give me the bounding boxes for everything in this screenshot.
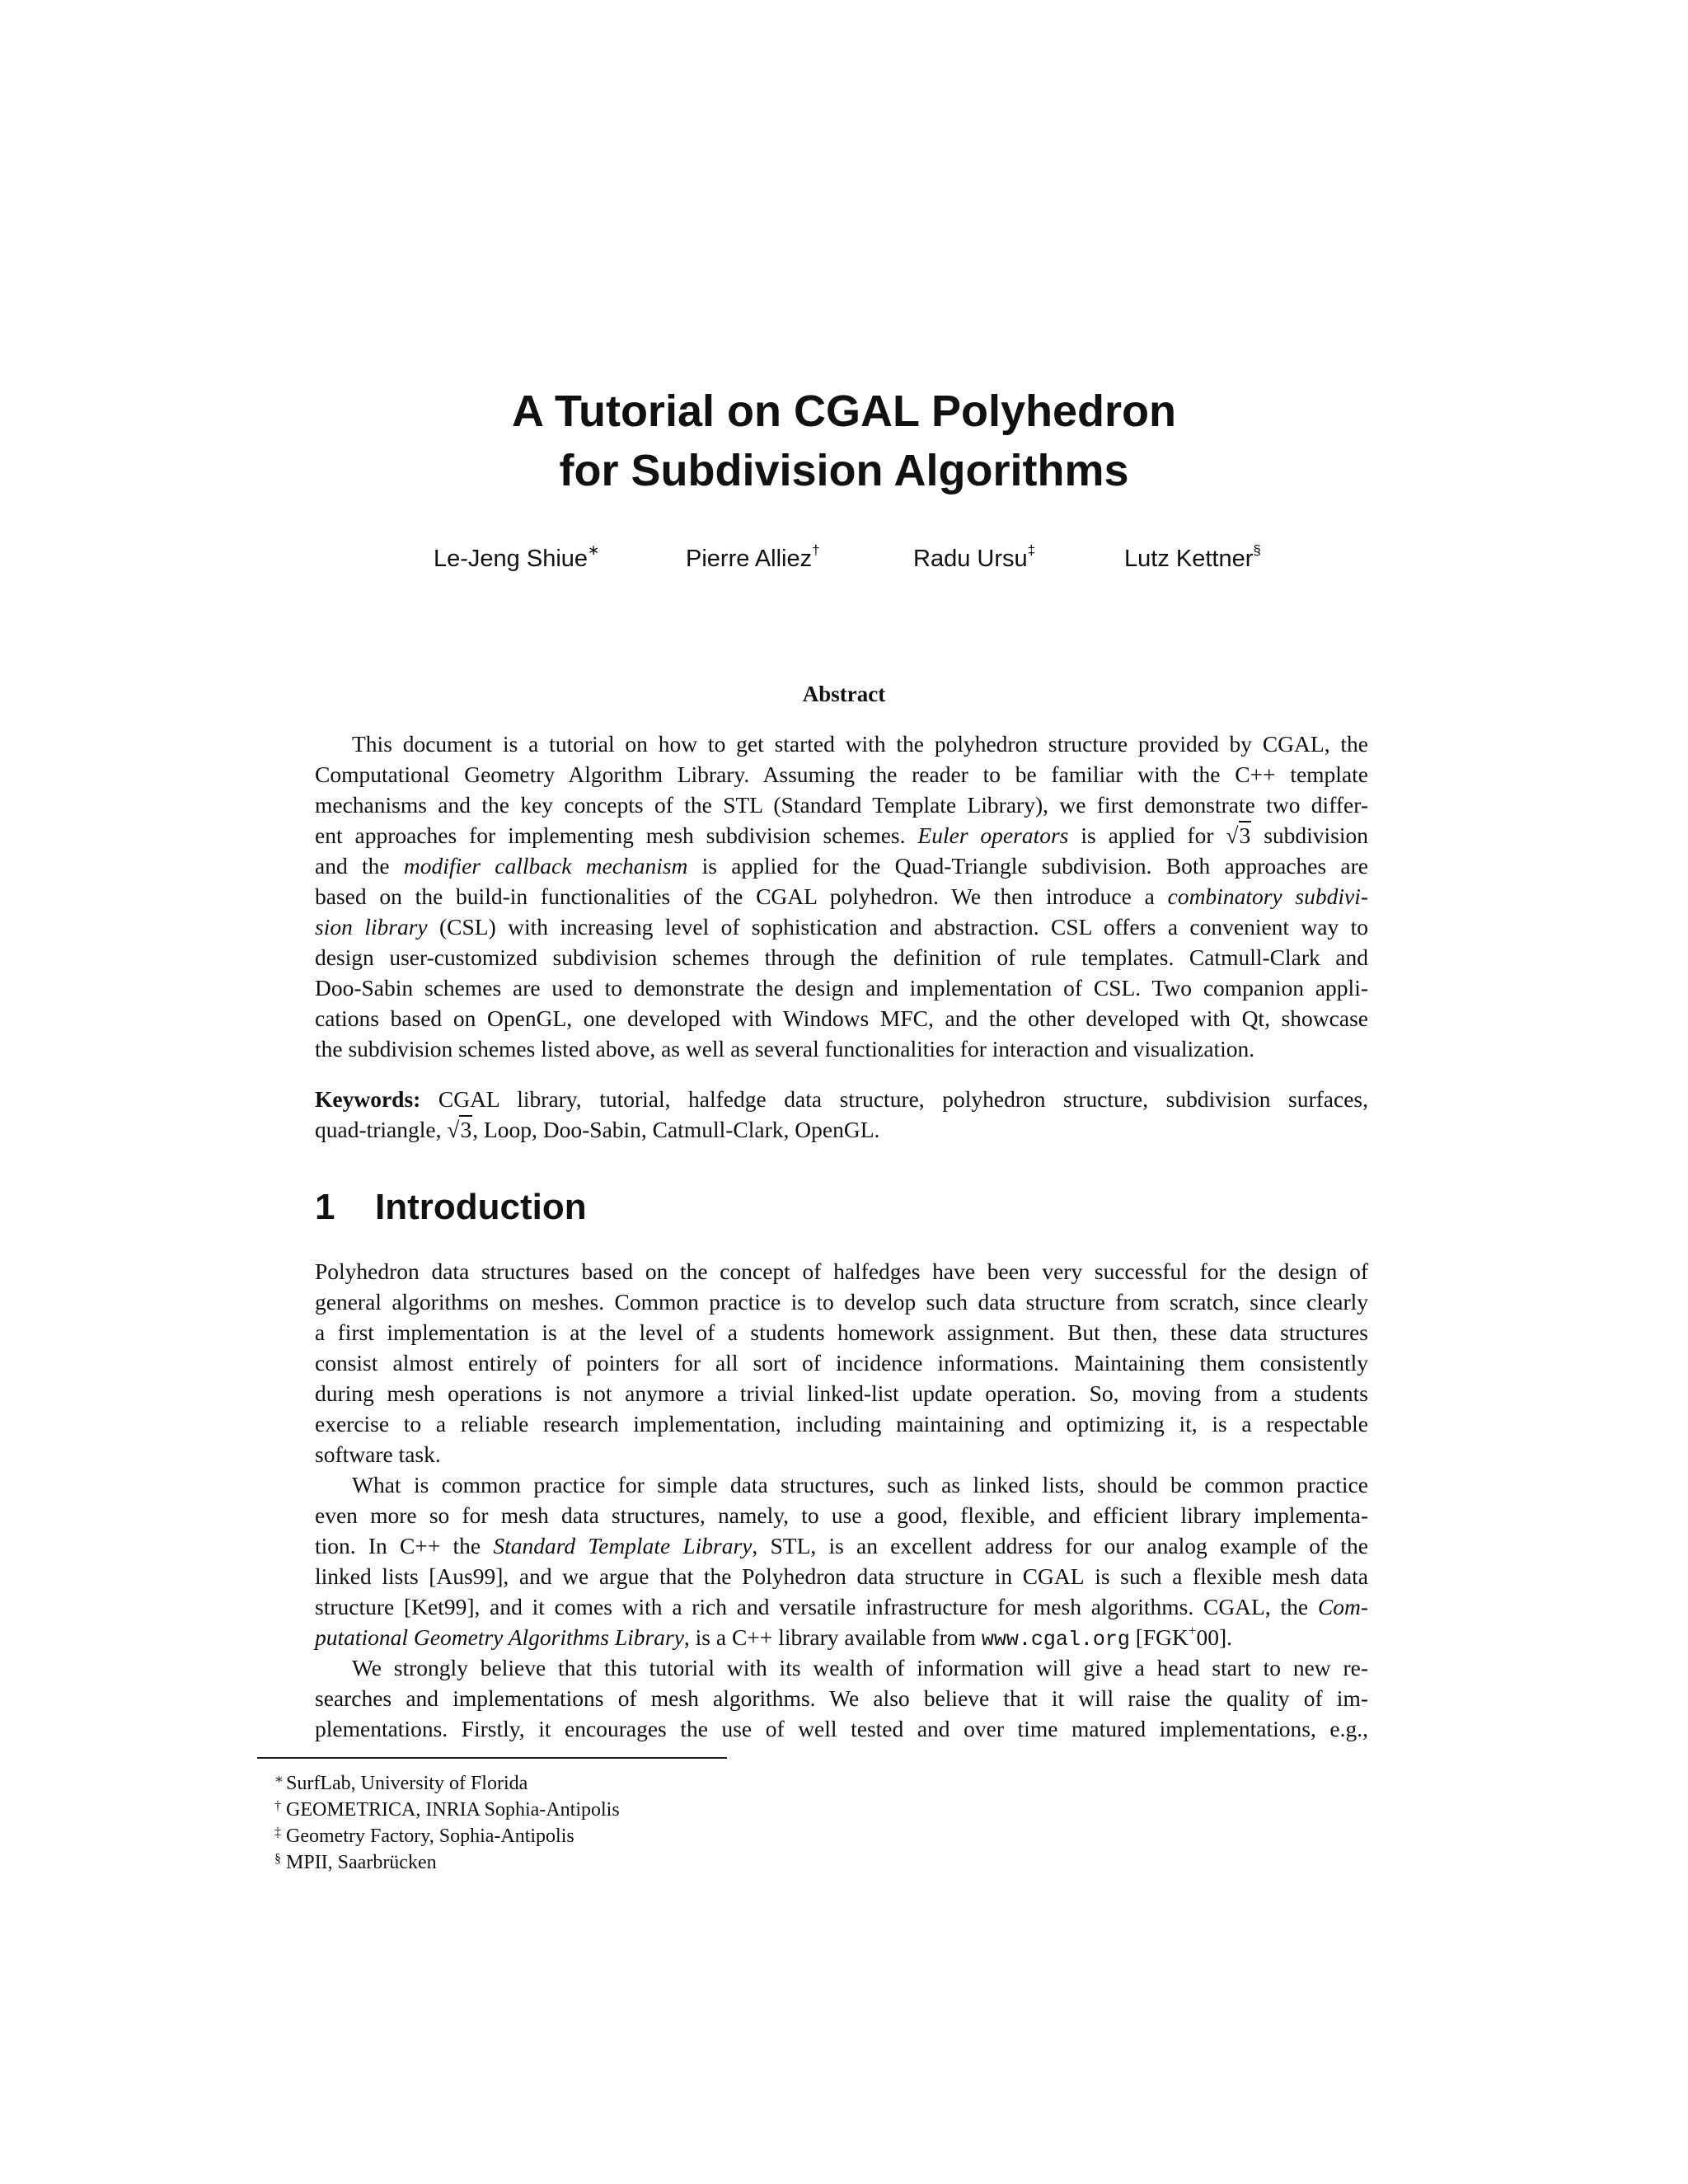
body-line: a first implementation is at the level of a students homework assignment. But then, these data structures bbox=[315, 1319, 1368, 1345]
body-line: exercise to a reliable research implementation, including maintaining and optimizing it, is a respectable bbox=[315, 1411, 1368, 1436]
citation-superscript: + bbox=[1188, 1623, 1197, 1638]
body-line bbox=[315, 1591, 1368, 1622]
body-line: software task. bbox=[315, 1441, 441, 1467]
author-mark: § bbox=[1253, 542, 1261, 558]
abstract-line: cations based on OpenGL, one developed with Windows MFC, and the other developed with Qt, showcase bbox=[315, 1005, 1368, 1031]
smallcaps-cgal: CGAL bbox=[1022, 1563, 1085, 1589]
section-number: 1 bbox=[315, 1187, 335, 1227]
body-line: We strongly believe that this tutorial with its wealth of information will give a head start to new re- bbox=[352, 1655, 1368, 1680]
citation: 00]. bbox=[1196, 1624, 1233, 1650]
text-run: linked lists [Aus99], and we argue that the Polyhedron data structure in bbox=[315, 1563, 1013, 1589]
text-run: , is a C++ library available from bbox=[683, 1624, 976, 1650]
sqrt-3-symbol: √3 bbox=[1226, 823, 1251, 848]
author-name: Pierre Alliez bbox=[686, 546, 813, 572]
body-line: Polyhedron data structures based on the concept of halfedges have been very successful for the design of bbox=[315, 1258, 1368, 1284]
abstract-line: Doo-Sabin schemes are used to demonstrate the design and implementation of CSL. Two companion appli- bbox=[315, 975, 1368, 1001]
emphasis-stl: Standard Template Library bbox=[493, 1533, 753, 1558]
emphasis-modifier-callback: modifier callback mechanism bbox=[403, 853, 688, 879]
text-run: , the bbox=[1264, 1594, 1309, 1619]
abstract-heading: Abstract bbox=[802, 682, 886, 706]
author-name: Le-Jeng Shiue bbox=[434, 546, 588, 572]
abstract-line bbox=[315, 912, 1368, 942]
abstract-line bbox=[315, 881, 1368, 912]
footnote-4 bbox=[274, 1849, 1028, 1876]
author-name: Lutz Kettner bbox=[1124, 546, 1254, 572]
text-run: CGAL library, tutorial, halfedge data structure, polyhedron structure, subdivision surfaces, bbox=[438, 1086, 1368, 1112]
footnote-mark: † bbox=[274, 1799, 281, 1813]
author-mark: ‡ bbox=[1027, 542, 1036, 558]
text-run: quad-triangle, bbox=[315, 1117, 442, 1142]
smallcaps-cgal: CGAL bbox=[1203, 1594, 1265, 1619]
text-run: based on the build-in functionalities of the CGAL polyhedron. We then introduce a bbox=[315, 883, 1155, 909]
emphasis-csl: combinatory subdivi- bbox=[1167, 883, 1368, 909]
body-line: during mesh operations is not anymore a trivial linked-list update operation. So, moving from a students bbox=[315, 1380, 1368, 1406]
text-run: ent approaches for implementing mesh subdivision schemes. bbox=[315, 823, 906, 848]
cgal-url-link[interactable]: www.cgal.org bbox=[981, 1628, 1130, 1652]
text-run: , is an excellent address for our analog example of the bbox=[810, 1533, 1368, 1558]
footnote-3 bbox=[274, 1823, 1028, 1849]
body-line: general algorithms on meshes. Common practice is to develop such data structure from scratch, since clearly bbox=[315, 1289, 1368, 1315]
footnote-mark: ‡ bbox=[274, 1825, 281, 1840]
author-3 bbox=[913, 544, 1035, 574]
abstract-line bbox=[315, 851, 1368, 881]
body-line: What is common practice for simple data structures, such as linked lists, should be common practice bbox=[352, 1472, 1368, 1497]
author-1 bbox=[434, 544, 599, 574]
footnote-text: SurfLab, University of Florida bbox=[286, 1773, 528, 1794]
citation: [FGK bbox=[1135, 1624, 1189, 1650]
author-2 bbox=[686, 544, 820, 574]
abstract-line bbox=[315, 820, 1368, 851]
body-line bbox=[315, 1561, 1368, 1591]
text-run: structure [Ket99], and it comes with a rich and versatile infrastructure for mesh algorithms. bbox=[315, 1594, 1194, 1619]
abstract-line: This document is a tutorial on how to get started with the polyhedron structure provided by CGAL, the bbox=[352, 731, 1368, 757]
text-run: is applied for bbox=[1081, 823, 1214, 848]
keywords-label: Keywords: bbox=[315, 1086, 421, 1112]
body-line: even more so for mesh data structures, namely, to use a good, flexible, and efficient library implementa- bbox=[315, 1502, 1368, 1528]
abstract-line: design user-customized subdivision schemes through the definition of rule templates. Catmull-Clark and bbox=[315, 944, 1368, 970]
text-run: and the bbox=[315, 853, 390, 879]
footnote-2 bbox=[274, 1797, 1028, 1823]
text-run: subdivision bbox=[1264, 823, 1369, 848]
body-line bbox=[315, 1530, 1368, 1561]
footnote-mark: ∗ bbox=[274, 1773, 284, 1787]
author-4 bbox=[1124, 544, 1261, 574]
section-title: Introduction bbox=[375, 1187, 587, 1227]
sqrt-3-symbol: √3 bbox=[447, 1117, 472, 1142]
keywords-line bbox=[315, 1084, 1368, 1114]
emphasis-euler-operators: Euler operators bbox=[917, 823, 1069, 848]
smallcaps-stl: STL bbox=[770, 1533, 811, 1558]
author-mark: ∗ bbox=[588, 542, 600, 558]
abstract-line: mechanisms and the key concepts of the STL (Standard Template Library), we first demonstrate two differ- bbox=[315, 792, 1368, 818]
paper-title-line-1: A Tutorial on CGAL Polyhedron bbox=[512, 387, 1176, 436]
footnote-text: GEOMETRICA, INRIA Sophia-Antipolis bbox=[286, 1799, 620, 1821]
body-line: searches and implementations of mesh algorithms. We also believe that it will raise the quality of im- bbox=[315, 1685, 1368, 1711]
text-run: , bbox=[752, 1533, 758, 1558]
footnote-1 bbox=[274, 1770, 1028, 1797]
body-line bbox=[315, 1622, 1368, 1652]
text-run: , Loop, Doo-Sabin, Catmull-Clark, OpenGL. bbox=[472, 1117, 880, 1142]
author-mark: † bbox=[812, 542, 820, 558]
footnote-text: Geometry Factory, Sophia-Antipolis bbox=[286, 1825, 574, 1847]
footnote-rule bbox=[257, 1757, 727, 1759]
text-run: (CSL) with increasing level of sophistication and abstraction. CSL offers a convenient way to bbox=[439, 914, 1369, 940]
author-name: Radu Ursu bbox=[913, 546, 1028, 572]
emphasis-cgal-name: putational Geometry Algorithms Library bbox=[315, 1624, 684, 1650]
text-run: tion. In C++ the bbox=[315, 1533, 481, 1558]
keywords-line bbox=[315, 1114, 1368, 1145]
abstract-line: Computational Geometry Algorithm Library. Assuming the reader to be familiar with the C++ template bbox=[315, 762, 1368, 787]
abstract-line: the subdivision schemes listed above, as well as several functionalities for interaction and visualization. bbox=[315, 1036, 1255, 1062]
footnote-mark: § bbox=[274, 1852, 281, 1866]
emphasis-cgal-name: Com- bbox=[1317, 1594, 1368, 1619]
emphasis-csl: sion library bbox=[315, 914, 428, 940]
paper-title-line-2: for Subdivision Algorithms bbox=[559, 446, 1129, 495]
body-line: consist almost entirely of pointers for all sort of incidence informations. Maintaining them consistently bbox=[315, 1350, 1368, 1376]
body-line: plementations. Firstly, it encourages the use of well tested and over time matured implementations, e.g., bbox=[315, 1716, 1368, 1741]
text-run: is applied for the Quad-Triangle subdivision. Both approaches are bbox=[701, 853, 1369, 879]
text-run: is such a flexible mesh data bbox=[1095, 1563, 1369, 1589]
footnote-text: MPII, Saarbrücken bbox=[286, 1852, 437, 1873]
